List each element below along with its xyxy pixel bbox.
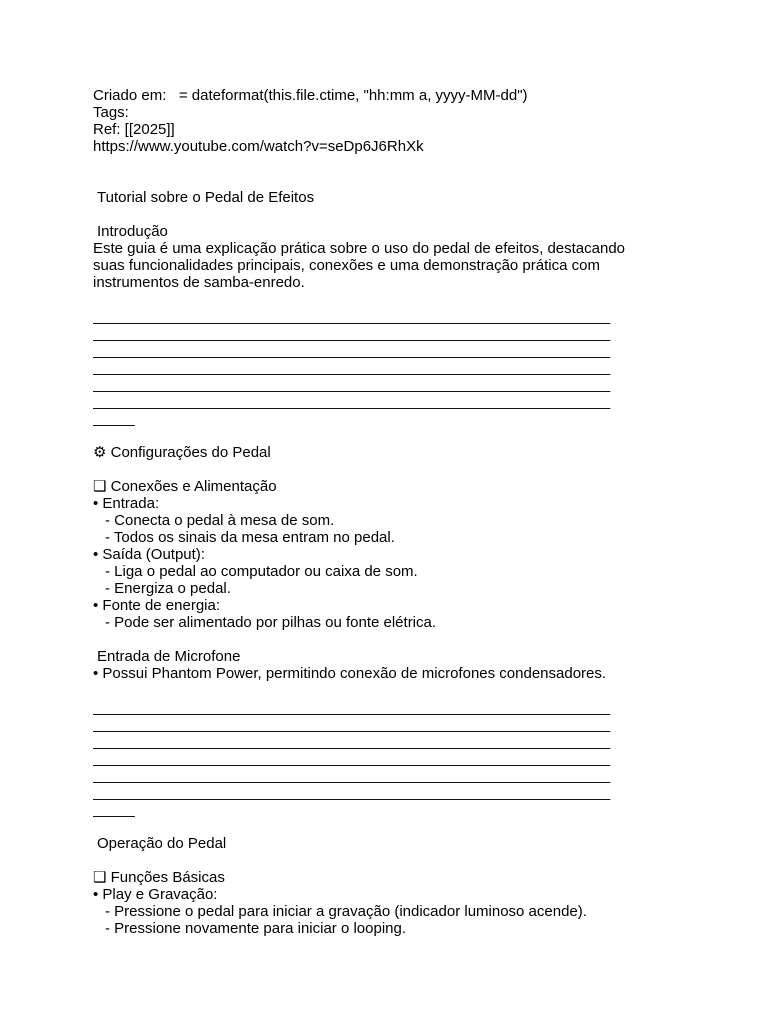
list-subitem: - Pressione novamente para iniciar o looping. <box>105 920 407 937</box>
separator-line: ______________________________________________________________ <box>93 359 611 376</box>
separator-line: ______________________________________________________________ <box>93 750 611 767</box>
separator-line: ______________________________________________________________ <box>93 733 611 750</box>
separator-line: ______________________________________________________________ <box>93 393 611 410</box>
mic-heading: Entrada de Microfone <box>97 648 241 665</box>
document-page <box>93 87 673 937</box>
spacer <box>93 461 673 478</box>
list-subitem: - Pressione o pedal para iniciar a gravação (indicador luminoso acende). <box>105 903 587 920</box>
document-title: Tutorial sobre o Pedal de Efeitos <box>97 189 315 206</box>
operation-heading: Operação do Pedal <box>97 835 227 852</box>
spacer <box>93 818 673 835</box>
spacer <box>93 172 673 189</box>
separator-line: ______________________________________________________________ <box>93 716 611 733</box>
separator-line: ______________________________________________________________ <box>93 699 611 716</box>
separator-line: ______________________________________________________________ <box>93 767 611 784</box>
separator-line: ______________________________________________________________ <box>93 784 611 801</box>
tags-field: Tags: <box>93 104 129 121</box>
spacer <box>93 852 673 869</box>
separator-line: ______________________________________________________________ <box>93 342 611 359</box>
list-item: • Entrada: <box>93 495 160 512</box>
intro-line: Este guia é uma explicação prática sobre o uso do pedal de efeitos, destacando <box>93 240 626 257</box>
basic-functions-heading: ❑ Funções Básicas <box>93 869 225 886</box>
list-item: • Saída (Output): <box>93 546 205 563</box>
separator-block <box>93 308 673 427</box>
list-subitem: - Todos os sinais da mesa entram no pedal. <box>105 529 395 546</box>
list-subitem: - Pode ser alimentado por pilhas ou fonte elétrica. <box>105 614 437 631</box>
ref-field: Ref: [[2025]] <box>93 121 175 138</box>
spacer <box>93 427 673 444</box>
intro-line: suas funcionalidades principais, conexões e uma demonstração prática com <box>93 257 600 274</box>
config-heading: ⚙ Configurações do Pedal <box>93 444 271 461</box>
list-item: • Play e Gravação: <box>93 886 218 903</box>
list-item: • Possui Phantom Power, permitindo conexão de microfones condensadores. <box>93 665 607 682</box>
spacer <box>93 682 673 699</box>
separator-block <box>93 699 673 818</box>
created-field: Criado em: = dateformat(this.file.ctime, "hh:mm a, yyyy-MM-dd") <box>93 87 528 104</box>
spacer <box>93 631 673 648</box>
intro-line: instrumentos de samba-enredo. <box>93 274 305 291</box>
separator-tail: _____ <box>93 801 135 818</box>
list-item: • Fonte de energia: <box>93 597 221 614</box>
separator-line: ______________________________________________________________ <box>93 308 611 325</box>
intro-heading: Introdução <box>97 223 168 240</box>
list-subitem: - Conecta o pedal à mesa de som. <box>105 512 335 529</box>
video-url[interactable]: https://www.youtube.com/watch?v=seDp6J6RhXk <box>93 138 424 155</box>
list-subitem: - Liga o pedal ao computador ou caixa de som. <box>105 563 418 580</box>
list-subitem: - Energiza o pedal. <box>105 580 231 597</box>
separator-line: ______________________________________________________________ <box>93 325 611 342</box>
spacer <box>93 206 673 223</box>
spacer <box>93 291 673 308</box>
connections-heading: ❑ Conexões e Alimentação <box>93 478 277 495</box>
separator-tail: _____ <box>93 410 135 427</box>
spacer <box>93 155 673 172</box>
separator-line: ______________________________________________________________ <box>93 376 611 393</box>
